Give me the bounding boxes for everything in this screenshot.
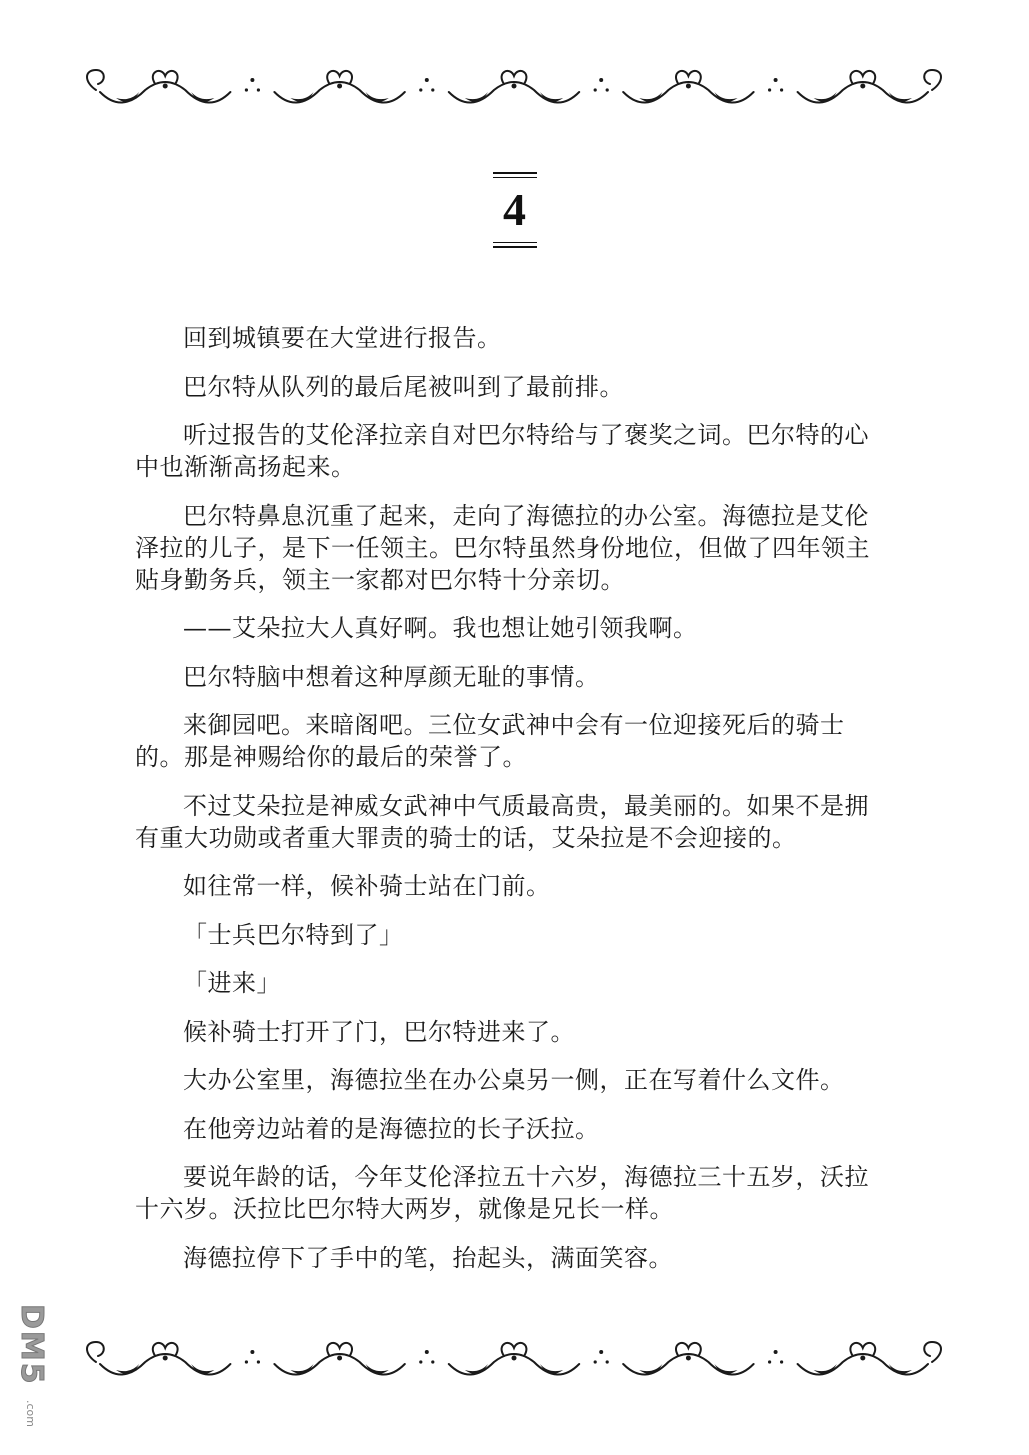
- top-ornament-border: [78, 62, 950, 118]
- paragraph: 听过报告的艾伦泽拉亲自对巴尔特给与了褒奖之词。巴尔特的心中也渐渐高扬起来。: [135, 421, 869, 481]
- paragraph: 候补骑士打开了门，巴尔特进来了。: [183, 1017, 575, 1046]
- chapter-rule-bottom-thin: [493, 242, 537, 243]
- paragraph: 来御园吧。来暗阁吧。三位女武神中会有一位迎接死后的骑士的。那是神赐给你的最后的荣誉了。: [135, 711, 845, 771]
- body-text: [135, 322, 892, 1290]
- paragraph: 「士兵巴尔特到了」: [183, 920, 404, 949]
- bottom-ornament-border: [78, 1334, 950, 1390]
- ornament-svg: [78, 1334, 950, 1390]
- watermark-logo: [10, 1298, 50, 1448]
- chapter-rule-top: [493, 172, 537, 174]
- chapter-rule-bottom: [493, 246, 537, 248]
- watermark-main: DM5: [14, 1304, 49, 1386]
- chapter-heading: [0, 172, 1029, 248]
- watermark-sub: .com: [24, 1400, 37, 1427]
- paragraph: 大办公室里，海德拉坐在办公桌另一侧，正在写着什么文件。: [183, 1066, 845, 1094]
- chapter-number: 4: [503, 184, 526, 235]
- paragraph: 回到城镇要在大堂进行报告。: [183, 324, 502, 352]
- paragraph: 海德拉停下了手中的笔，抬起头，满面笑容。: [183, 1243, 673, 1272]
- paragraph: ——艾朵拉大人真好啊。我也想让她引领我啊。: [183, 614, 698, 642]
- paragraph: 「进来」: [183, 969, 281, 997]
- paragraph: 巴尔特从队列的最后尾被叫到了最前排。: [183, 372, 624, 401]
- paragraph: 要说年龄的话，今年艾伦泽拉五十六岁，海德拉三十五岁，沃拉十六岁。沃拉比巴尔特大两岁，就像是兄长一样。: [135, 1163, 869, 1223]
- paragraph: 巴尔特脑中想着这种厚颜无耻的事情。: [183, 662, 600, 691]
- paragraph: 不过艾朵拉是神威女武神中气质最高贵，最美丽的。如果不是拥有重大功勋或者重大罪责的骑士的话，艾朵拉是不会迎接的。: [135, 791, 869, 852]
- ornament-svg: [78, 62, 950, 118]
- paragraph: 如往常一样，候补骑士站在门前。: [183, 872, 551, 900]
- paragraph: 巴尔特鼻息沉重了起来，走向了海德拉的办公室。海德拉是艾伦泽拉的儿子，是下一任领主。巴尔特虽然身份地位，但做了四年领主贴身勤务兵，领主一家都对巴尔特十分亲切。: [135, 501, 870, 594]
- paragraph: 在他旁边站着的是海德拉的长子沃拉。: [183, 1114, 600, 1143]
